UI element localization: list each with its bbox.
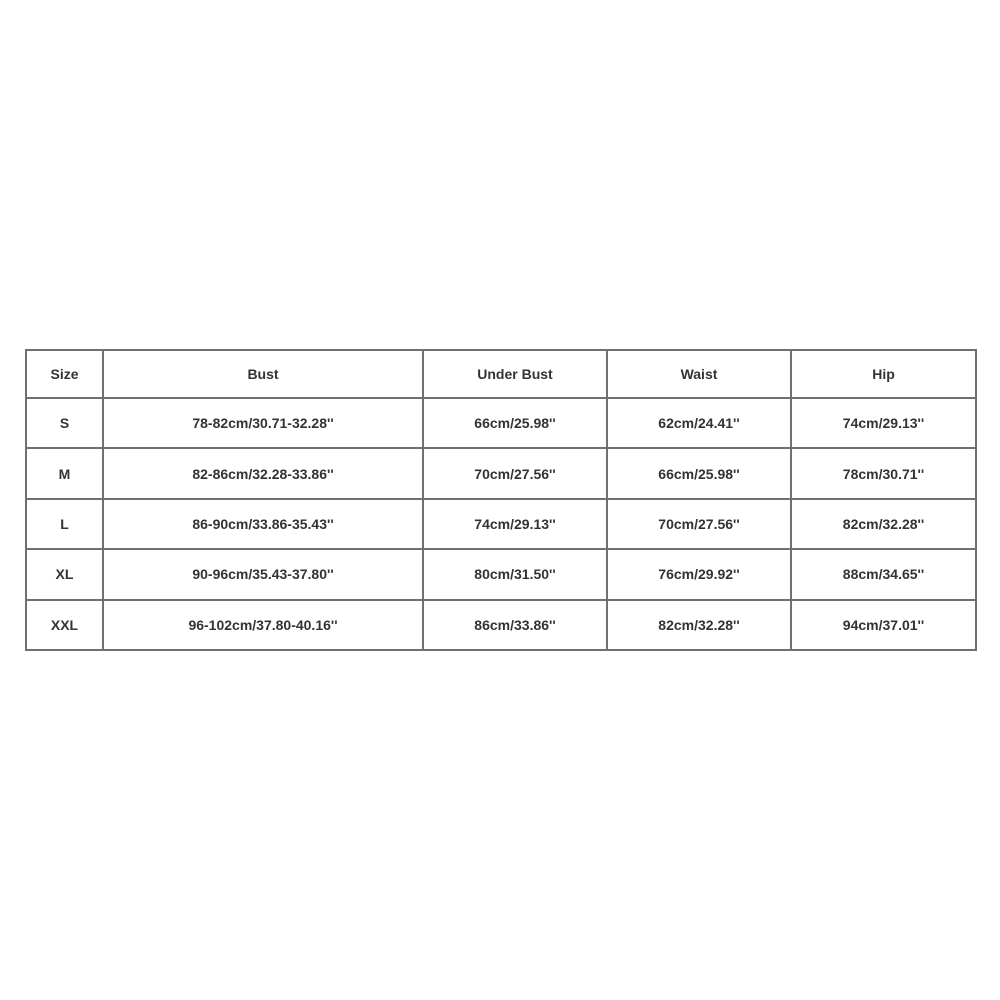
cell-under-bust: 70cm/27.56'' (423, 448, 607, 498)
cell-bust: 90-96cm/35.43-37.80'' (103, 549, 423, 599)
cell-hip: 82cm/32.28'' (791, 499, 976, 549)
cell-hip: 88cm/34.65'' (791, 549, 976, 599)
cell-under-bust: 86cm/33.86'' (423, 600, 607, 650)
cell-under-bust: 74cm/29.13'' (423, 499, 607, 549)
cell-size: M (26, 448, 103, 498)
header-under-bust: Under Bust (423, 350, 607, 398)
size-chart-table (25, 349, 977, 651)
table-row (26, 398, 976, 448)
cell-bust: 96-102cm/37.80-40.16'' (103, 600, 423, 650)
cell-waist: 82cm/32.28'' (607, 600, 791, 650)
cell-bust: 86-90cm/33.86-35.43'' (103, 499, 423, 549)
header-size: Size (26, 350, 103, 398)
table-header-row (26, 350, 976, 398)
cell-waist: 62cm/24.41'' (607, 398, 791, 448)
header-waist: Waist (607, 350, 791, 398)
header-bust: Bust (103, 350, 423, 398)
cell-size: S (26, 398, 103, 448)
header-hip: Hip (791, 350, 976, 398)
table-row (26, 549, 976, 599)
table-row (26, 499, 976, 549)
table-row (26, 448, 976, 498)
cell-hip: 74cm/29.13'' (791, 398, 976, 448)
cell-waist: 76cm/29.92'' (607, 549, 791, 599)
cell-under-bust: 80cm/31.50'' (423, 549, 607, 599)
cell-hip: 94cm/37.01'' (791, 600, 976, 650)
cell-size: XL (26, 549, 103, 599)
cell-bust: 82-86cm/32.28-33.86'' (103, 448, 423, 498)
cell-waist: 66cm/25.98'' (607, 448, 791, 498)
table-row (26, 600, 976, 650)
cell-size: XXL (26, 600, 103, 650)
cell-bust: 78-82cm/30.71-32.28'' (103, 398, 423, 448)
cell-hip: 78cm/30.71'' (791, 448, 976, 498)
cell-under-bust: 66cm/25.98'' (423, 398, 607, 448)
cell-waist: 70cm/27.56'' (607, 499, 791, 549)
cell-size: L (26, 499, 103, 549)
